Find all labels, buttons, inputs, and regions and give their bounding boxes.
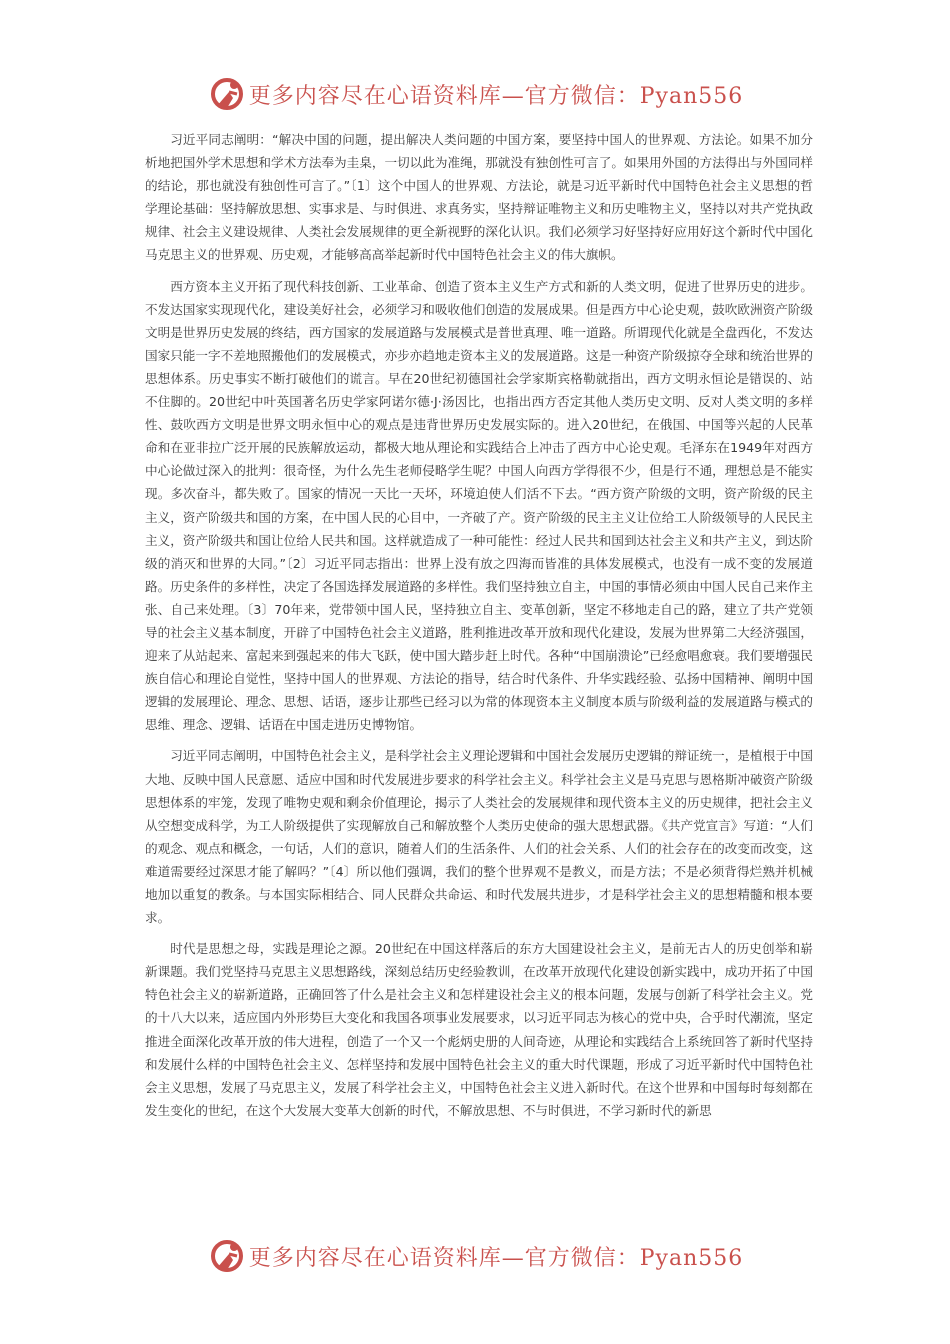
seal-person-icon xyxy=(207,74,247,114)
seal-person-icon xyxy=(207,1236,247,1276)
article-body xyxy=(145,128,813,1130)
paragraph: 习近平同志阐明：“解决中国的问题，提出解决人类问题的中国方案，要坚持中国人的世界观、方法论。如果不加分析地把国外学术思想和学术方法奉为圭臬，一切以此为准绳，那就没有独创性可言了。如果用外国的方法得出与外国同样的结论，那也就没有独创性可言了。”〔1〕这个中国人的世界观、方法论，就是习近平新时代中国特色社会主义思想的哲学理论基础：坚持解放思想、实事求是、与时俱进、求真务实，坚持辩证唯物主义和历史唯物主义，坚持以对共产党执政规律、社会主义建设规律、人类社会发展规律的更全新视野的深化认识。我们必须学习好坚持好应用好这个新时代中国化马克思主义的世界观、历史观，才能够高高举起新时代中国特色社会主义的伟大旗帜。 xyxy=(145,132,813,263)
header-banner-text: 更多内容尽在心语资料库—官方微信：Pyan556 xyxy=(248,83,744,109)
footer-banner xyxy=(0,1236,950,1276)
header-banner xyxy=(0,74,950,114)
paragraph: 时代是思想之母，实践是理论之源。20世纪在中国这样落后的东方大国建设社会主义，是前无古人的历史创举和崭新课题。我们党坚持马克思主义思想路线，深刻总结历史经验教训，在改革开放现代化建设创新实践中，成功开拓了中国特色社会主义的崭新道路，正确回答了什么是社会主义和怎样建设社会主义的根本问题，发展与创新了科学社会主义。党的十八大以来，适应国内外形势巨大变化和我国各项事业发展要求，以习近平同志为核心的党中央，合乎时代潮流，坚定推进全面深化改革开放的伟大进程，创造了一个又一个彪炳史册的人间奇迹，从理论和实践结合上系统回答了新时代坚持和发展什么样的中国特色社会主义、怎样坚持和发展中国特色社会主义的重大时代课题，形成了习近平新时代中国特色社会主义思想，发展了马克思主义，发展了科学社会主义，中国特色社会主义进入新时代。在这个世界和中国每时每刻都在发生变化的世纪，在这个大发展大变革大创新的时代，不解放思想、不与时俱进，不学习新时代的新思 xyxy=(145,941,813,1118)
paragraph: 西方资本主义开拓了现代科技创新、工业革命、创造了资本主义生产方式和新的人类文明，促进了世界历史的进步。不发达国家实现现代化，建设美好社会，必须学习和吸收他们创造的发展成果。但是西方中心论史观，鼓吹欧洲资产阶级文明是世界历史发展的终结，西方国家的发展道路与发展模式是普世真理、唯一道路。所谓现代化就是全盘西化，不发达国家只能一字不差地照搬他们的发展模式，亦步亦趋地走资本主义的发展道路。这是一种资产阶级掠夺全球和统治世界的思想体系。历史事实不断打破他们的谎言。早在20世纪初德国社会学家斯宾格勒就指出，西方文明永恒论是错误的、站不住脚的。20世纪中叶英国著名历史学家阿诺尔德·J·汤因比，也指出西方否定其他人类历史文明、反对人类文明的多样性、鼓吹西方文明是世界文明永恒中心的观点是违背世界历史发展实际的。进入20世纪，在俄国、中国等兴起的人民革命和在亚非拉广泛开展的民族解放运动，都极大地从理论和实践结合上冲击了西方中心论史观。毛泽东在1949年对西方中心论做过深入的批判：很奇怪，为什么先生老师侵略学生呢？中国人向西方学得很不少，但是行不通，理想总是不能实现。多次奋斗，都失败了。国家的情况一天比一天坏，环境迫使人们活不下去。“西方资产阶级的文明，资产阶级的民主主义，资产阶级共和国的方案，在中国人民的心目中，一齐破了产。资产阶级的民主主义让位给工人阶级领导的人民民主主义，资产阶级共和国让位给人民共和国。这样就造成了一种可能性：经过人民共和国到达社会主义和共产主义，到达阶级的消灭和世界的大同。”〔2〕习近平同志指出：世界上没有放之四海而皆准的具体发展模式，也没有一成不变的发展道路。历史条件的多样性，决定了各国选择发展道路的多样性。我们坚持独立自主，中国的事情必须由中国人民自己来作主张、自己来处理。〔3〕70年来，党带领中国人民，坚持独立自主、变革创新，坚定不移地走自己的路，建立了共产党领导的社会主义基本制度，开辟了中国特色社会主义道路，胜利推进改革开放和现代化建设，发展为世界第二大经济强国，迎来了从站起来、富起来到强起来的伟大飞跃，使中国大踏步赶上时代。各种“中国崩溃论”已经愈唱愈衰。我们要增强民族自信心和理论自觉性，坚持中国人的世界观、方法论的指导，结合时代条件、升华实践经验、弘扬中国精神、阐明中国逻辑的发展理论、理念、思想、话语，逐步让那些已经习以为常的体现资本主义制度本质与阶级利益的发展道路与模式的思维、理念、逻辑、话语在中国走进历史博物馆。 xyxy=(145,278,813,733)
paragraph: 习近平同志阐明，中国特色社会主义，是科学社会主义理论逻辑和中国社会发展历史逻辑的辩证统一，是植根于中国大地、反映中国人民意愿、适应中国和时代发展进步要求的科学社会主义。科学社会主义是马克思与恩格斯冲破资产阶级思想体系的牢笼，发现了唯物史观和剩余价值理论，揭示了人类社会的发展规律和现代资本主义的历史规律，把社会主义从空想变成科学，为工人阶级提供了实现解放自己和解放整个人类历史使命的强大思想武器。《共产党宣言》写道：“人们的观念、观点和概念，一句话，人们的意识，随着人们的生活条件、人们的社会关系、人们的社会存在的改变而改变，这难道需要经过深思才能了解吗？”〔4〕所以他们强调，我们的整个世界观不是教义，而是方法；不是必须背得烂熟并机械地加以重复的教条。与本国实际相结合、同人民群众共命运、和时代发展共进步，才是科学社会主义的思想精髓和根本要求。 xyxy=(145,748,813,926)
footer-banner-text: 更多内容尽在心语资料库—官方微信：Pyan556 xyxy=(248,1245,744,1271)
